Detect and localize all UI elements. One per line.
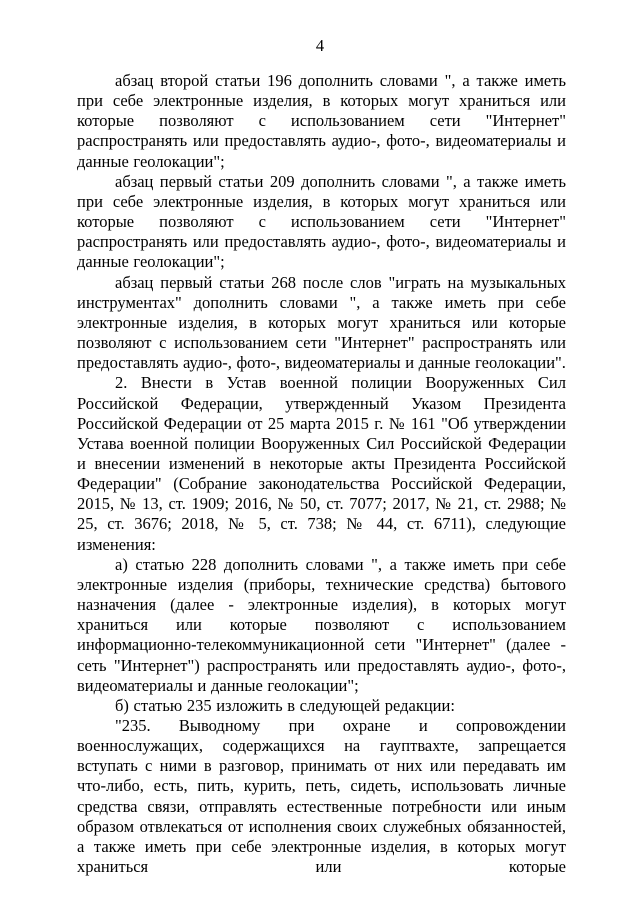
paragraph-article-268: абзац первый статьи 268 после слов "играть на музыкальных инструментах" дополнить словами ", а также иметь при себе электронные изделия, в которых могут храниться или которые позволяют с использованием сети "Интернет" распространять или предоставлять аудио-, фото-, видеоматериалы и данные геолокации". bbox=[77, 272, 566, 373]
page-number: 4 bbox=[315, 36, 325, 55]
paragraph-item-2-military-police-charter: 2. Внести в Устав военной полиции Вооруженных Сил Российской Федерации, утвержденный Указом Президента Российской Федерации от 25 марта 2015 г. № 161 "Об утверждении Устава военной полиции Вооруженных Сил Российской Федерации и внесении изменений в некоторые акты Президента Российской Федерации" (Собрание законодательства Российской Федерации, 2015, № 13, ст. 1909; 2016, № 50, ст. 7077; 2017, № 21, ст. 2988; № 25, ст. 3676; 2018, № 5, ст. 738; № 44, ст. 6711), следующие изменения: bbox=[77, 373, 566, 554]
paragraph-subitem-a-article-228: а) статью 228 дополнить словами ", а также иметь при себе электронные изделия (приборы, технические средства) бытового назначения (далее - электронные изделия), в которых могут храниться или которые позволяют с использованием информационно-телекоммуникационной сети "Интернет" (далее - сеть "Интернет") распространять или предоставлять аудио-, фото-, видеоматериалы и данные геолокации"; bbox=[77, 554, 566, 695]
document-body bbox=[77, 71, 566, 877]
paragraph-article-235-text: "235. Выводному при охране и сопровождении военнослужащих, содержащихся на гауптвахте, запрещается вступать с ними в разговор, принимать от них или передавать им что-либо, есть, пить, курить, петь, сидеть, использовать личные средства связи, отправлять естественные потребности или иным образом отвлекаться от исполнения своих служебных обязанностей, а также иметь при себе электронные изделия, в которых могут храниться или которые bbox=[77, 716, 566, 877]
paragraph-article-209: абзац первый статьи 209 дополнить словами ", а также иметь при себе электронные изделия, в которых могут храниться или которые позволяют с использованием сети "Интернет" распространять или предоставлять аудио-, фото-, видеоматериалы и данные геолокации"; bbox=[77, 171, 566, 272]
paragraph-article-196: абзац второй статьи 196 дополнить словами ", а также иметь при себе электронные изделия, в которых могут храниться или которые позволяют с использованием сети "Интернет" распространять или предоставлять аудио-, фото-, видеоматериалы и данные геолокации"; bbox=[77, 71, 566, 171]
paragraph-subitem-b-article-235: б) статью 235 изложить в следующей редакции: bbox=[115, 695, 455, 715]
